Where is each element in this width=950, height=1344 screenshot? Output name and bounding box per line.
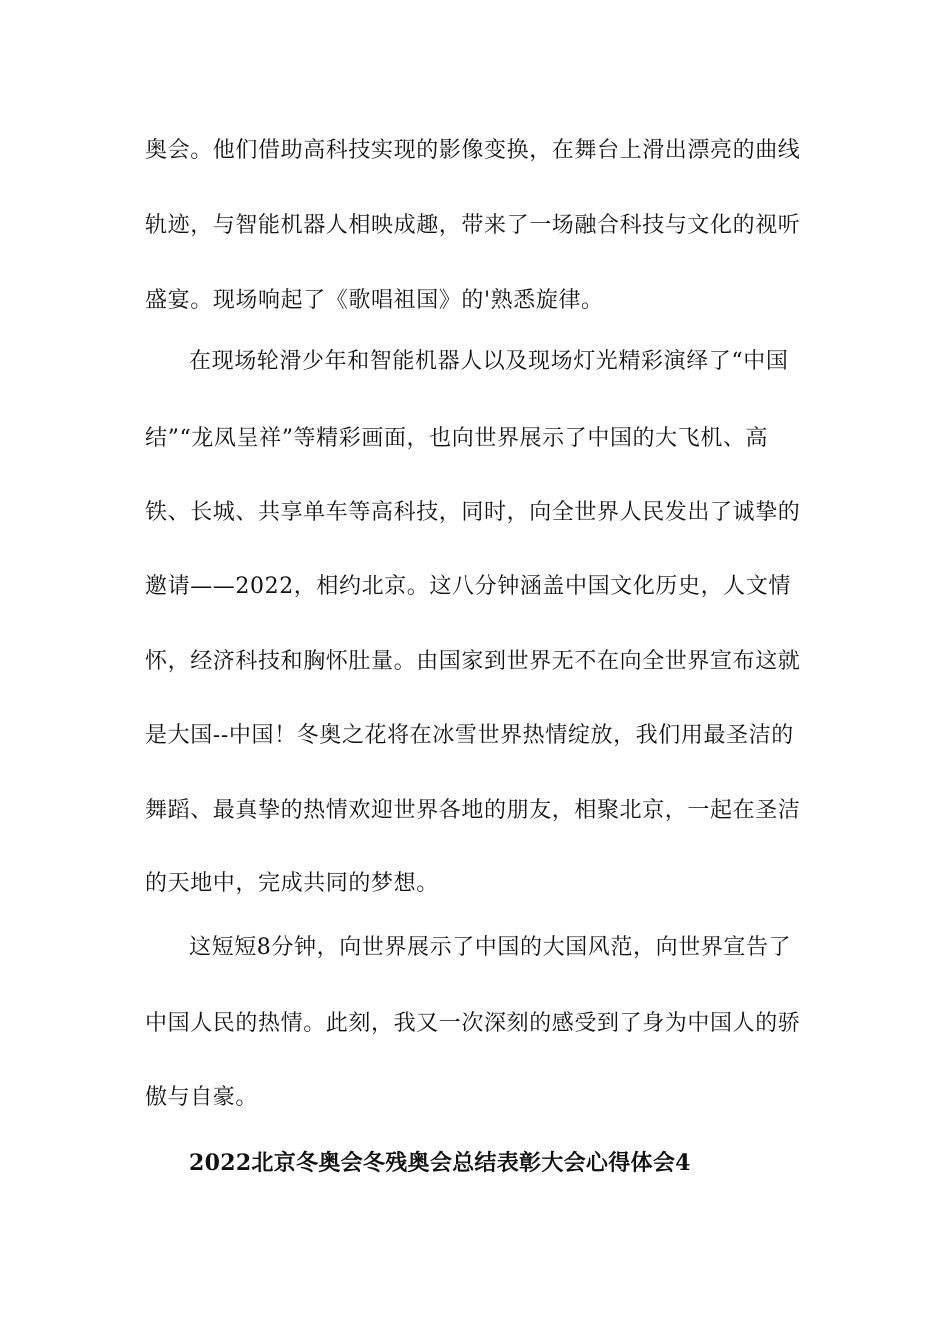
section-heading: 2022北京冬奥会冬残奥会总结表彰大会心得体会4 — [189, 1150, 691, 1176]
paragraph-line: 轨迹，与智能机器人相映成趣，带来了一场融合科技与文化的视听 — [145, 213, 801, 238]
paragraph-line: 舞蹈、最真挚的热情欢迎世界各地的朋友，相聚北京，一起在圣洁 — [145, 798, 801, 823]
paragraph-line: 结”“龙凤呈祥”等精彩画面，也向世界展示了中国的大飞机、高 — [145, 426, 769, 451]
paragraph-line: 铁、长城、共享单车等高科技，同时，向全世界人民发出了诚挚的 — [145, 500, 801, 525]
paragraph-line: 是大国--中国！冬奥之花将在冰雪世界热情绽放，我们用最圣洁的 — [145, 723, 794, 748]
paragraph-line: 怀，经济科技和胸怀肚量。由国家到世界无不在向全世界宣布这就 — [145, 649, 801, 674]
paragraph-line: 在现场轮滑少年和智能机器人以及现场灯光精彩演绎了“中国 — [189, 349, 789, 374]
paragraph-line: 中国人民的热情。此刻，我又一次深刻的感受到了身为中国人的骄 — [145, 1011, 801, 1036]
paragraph-line: 奥会。他们借助高科技实现的影像变换，在舞台上滑出漂亮的曲线 — [145, 138, 801, 163]
paragraph-line: 的天地中，完成共同的梦想。 — [145, 871, 439, 896]
paragraph-line: 盛宴。现场响起了《歌唱祖国》的'熟悉旋律。 — [145, 288, 604, 313]
paragraph-line: 这短短8分钟，向世界展示了中国的大国风范，向世界宣告了 — [189, 935, 792, 960]
paragraph-line: 邀请——2022，相约北京。这八分钟涵盖中国文化历史，人文情 — [145, 574, 791, 599]
paragraph-line: 傲与自豪。 — [145, 1085, 259, 1110]
